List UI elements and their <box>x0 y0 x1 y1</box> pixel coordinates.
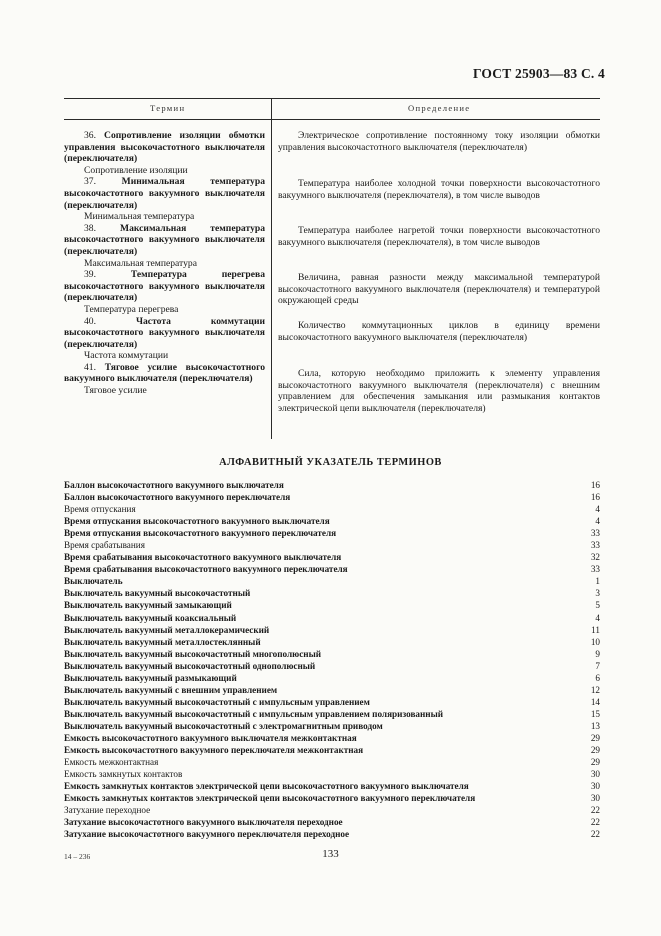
index-entry-page: 30 <box>590 793 600 804</box>
term-entry-37: 37. Минимальная температура высокочастотного вакуумного выключателя (переключателя) Минимальная температура <box>64 176 265 223</box>
index-entry-page: 29 <box>590 732 600 743</box>
index-entry-page: 29 <box>590 757 600 768</box>
index-entry <box>64 732 600 744</box>
term-entry-38: 38. Максимальная температура высокочастотного вакуумного выключателя (переключателя) Максимальная температура <box>64 222 265 269</box>
index-entry-term: Затухание переходное <box>64 805 151 816</box>
definition-40: Количество коммутационных циклов в единицу времени высокочастотного вакуумного выключателя (переключателя) <box>278 320 600 343</box>
index-entry <box>64 539 600 551</box>
index-title: АЛФАВИТНЫЙ УКАЗАТЕЛЬ ТЕРМИНОВ <box>219 457 442 468</box>
index-entry <box>64 503 600 515</box>
index-entry-term: Выключатель вакуумный с внешним управлением <box>64 684 278 695</box>
term-alias: Минимальная температура <box>84 211 195 223</box>
index-entry <box>64 804 600 816</box>
index-entry-term: Емкость межконтактная <box>64 757 159 768</box>
index-entry-page: 22 <box>590 829 600 840</box>
index-entry <box>64 816 600 828</box>
index-entry-page: 3 <box>595 588 600 599</box>
index-entry <box>64 599 600 611</box>
index-entry-term: Время срабатывания <box>64 540 145 551</box>
index-entry <box>64 636 600 648</box>
index-entry-term: Время срабатывания высокочастотного вакуумного переключателя <box>64 564 348 575</box>
index-entry-term: Выключатель вакуумный высокочастотный с импульсным управлением поляризованный <box>64 708 444 719</box>
index-entry <box>64 720 600 732</box>
index-entry-term: Время отпускания высокочастотного вакуумного переключателя <box>64 528 337 539</box>
index-entry <box>64 563 600 575</box>
index-entry-page: 9 <box>595 648 600 659</box>
index-entry-page: 7 <box>595 660 600 671</box>
term-entry-39: 39. Температура перегрева высокочастотного вакуумного выключателя (переключателя) Температура перегрева <box>64 269 265 315</box>
index-entry-term: Затухание высокочастотного вакуумного переключателя переходное <box>64 829 350 840</box>
index-entry-page: 10 <box>590 636 600 647</box>
index-entry-term: Затухание высокочастотного вакуумного выключателя переходное <box>64 817 343 828</box>
index-entry-page: 15 <box>590 708 600 719</box>
index-entry-term: Время отпускания высокочастотного вакуумного выключателя <box>64 516 330 527</box>
index-entry <box>64 828 600 840</box>
index-entry-page: 16 <box>590 492 600 503</box>
term-name: Тяговое усилие высокочастотного вакуумного выключателя (переключателя) <box>64 361 266 385</box>
index-entry-page: 4 <box>595 612 600 623</box>
index-list <box>64 479 600 840</box>
index-entry-term: Емкость высокочастотного вакуумного переключателя межконтактная <box>64 745 364 756</box>
index-entry-term: Выключатель вакуумный высокочастотный с электромагнитным приводом <box>64 720 383 731</box>
index-entry <box>64 696 600 708</box>
index-entry <box>64 660 600 672</box>
term-alias: Сопротивление изоляции <box>84 164 188 176</box>
index-entry <box>64 515 600 527</box>
index-entry-page: 22 <box>590 817 600 828</box>
definition-41: Сила, которую необходимо приложить к элементу управления высокочастотного вакуумного выключателя (переключателя) с внешним управлением для обеспечения замыкания или размыкания контактов электрической цепи выключателя (переключателя) <box>278 368 600 414</box>
index-entry-term: Емкость замкнутых контактов <box>64 769 183 780</box>
index-entry <box>64 575 600 587</box>
term-name: Сопротивление изоляции обмотки управления высокочастотного выключателя (переключателя) <box>64 130 265 165</box>
page-header: ГОСТ 25903—83 С. 4 <box>472 66 605 81</box>
term-name: Максимальная температура высокочастотного вакуумного выключателя (переключателя) <box>64 222 265 257</box>
index-entry <box>64 708 600 720</box>
page-number: 133 <box>322 848 339 860</box>
index-entry-term: Баллон высокочастотного вакуумного выключателя <box>64 480 284 490</box>
term-alias: Частота коммутации <box>84 350 169 362</box>
terms-column <box>64 130 265 397</box>
index-entry-term: Выключатель вакуумный размыкающий <box>64 672 237 683</box>
index-entry-page: 11 <box>591 624 600 635</box>
index-entry-page: 12 <box>590 684 600 695</box>
index-entry-term: Время срабатывания высокочастотного вакуумного выключателя <box>64 552 342 563</box>
index-entry-term: Выключатель вакуумный высокочастотный многополюсный <box>64 648 322 659</box>
index-entry-page: 4 <box>595 504 600 515</box>
index-entry-term: Емкость замкнутых контактов электрической цепи высокочастотного вакуумного выключателя <box>64 781 469 792</box>
index-entry-term: Выключатель вакуумный коаксиальный <box>64 612 237 623</box>
index-entry-page: 33 <box>590 564 600 575</box>
index-entry <box>64 612 600 624</box>
index-entry <box>64 684 600 696</box>
term-alias: Тяговое усилие <box>84 385 147 397</box>
term-alias: Максимальная температура <box>84 257 197 269</box>
index-entry <box>64 587 600 599</box>
footer-code: 14 – 236 <box>64 852 91 861</box>
index-entry-page: 32 <box>590 552 600 563</box>
index-entry-page: 1 <box>595 576 600 587</box>
index-entry-term: Выключатель вакуумный высокочастотный <box>64 588 251 599</box>
index-entry-term: Время отпускания <box>64 504 136 515</box>
index-entry-page: 30 <box>590 769 600 780</box>
index-entry-term: Выключатель вакуумный высокочастотный однополюсный <box>64 660 316 671</box>
index-entry <box>64 551 600 563</box>
definition-36: Электрическое сопротивление постоянному току изоляции обмотки управления высокочастотного выключателя (переключателя) <box>278 130 600 153</box>
column-divider <box>271 98 272 439</box>
index-entry <box>64 648 600 660</box>
index-entry-term: Выключатель вакуумный металлокерамический <box>64 624 270 635</box>
term-entry-40: 40. Частота коммутации высокочастотного вакуумного выключателя (переключателя) Частота коммутации <box>64 315 265 362</box>
index-entry-page: 33 <box>590 540 600 551</box>
term-entry-36: 36. Сопротивление изоляции обмотки управления высокочастотного выключателя (переключателя) Сопротивление изоляции <box>64 130 265 176</box>
index-entry <box>64 756 600 768</box>
term-name: Минимальная температура высокочастотного вакуумного выключателя (переключателя) <box>64 176 265 211</box>
term-alias: Температура перегрева <box>84 303 179 315</box>
definition-39: Величина, равная разности между максимальной температурой высокочастотного вакуумного выключателя (переключателя) и температурой окружающей среды <box>278 272 600 307</box>
index-entry-page: 33 <box>590 528 600 539</box>
term-name: Температура перегрева высокочастотного вакуумного выключателя (переключателя) <box>64 269 265 304</box>
index-entry-term: Емкость замкнутых контактов электрической цепи высокочастотного вакуумного переключателя <box>64 793 476 804</box>
column-header-term: Термин <box>150 103 186 113</box>
index-entry-term: Выключатель вакуумный металлостеклянный <box>64 636 261 647</box>
index-entry-page: 29 <box>590 745 600 756</box>
index-entry-page: 14 <box>590 696 600 707</box>
index-entry-page: 13 <box>590 720 600 731</box>
definition-38: Температура наиболее нагретой точки поверхности высокочастотного вакуумного выключателя (переключателя), в том числе выводов <box>278 225 600 248</box>
index-entry <box>64 792 600 804</box>
index-entry <box>64 672 600 684</box>
index-entry-term: Выключатель <box>64 576 123 587</box>
index-entry-page: 6 <box>595 672 600 683</box>
index-entry <box>64 780 600 792</box>
index-entry <box>64 624 600 636</box>
index-entry <box>64 768 600 780</box>
index-entry-term: Емкость высокочастотного вакуумного выключателя межконтактная <box>64 732 357 743</box>
table-header-rule <box>64 119 600 120</box>
index-entry <box>64 527 600 539</box>
term-name: Частота коммутации высокочастотного вакуумного выключателя (переключателя) <box>64 315 265 350</box>
index-entry-term: Выключатель вакуумный высокочастотный с импульсным управлением <box>64 696 370 707</box>
index-entry-page: 16 <box>590 480 600 490</box>
term-entry-41: 41. Тяговое усилие высокочастотного вакуумного выключателя (переключателя) Тяговое усилие <box>64 361 266 397</box>
index-entry-page: 22 <box>590 805 600 816</box>
column-header-definition: Определение <box>408 103 471 113</box>
index-entry <box>64 744 600 756</box>
index-entry-term: Баллон высокочастотного вакуумного переключателя <box>64 492 291 503</box>
definition-37: Температура наиболее холодной точки поверхности высокочастотного вакуумного выключателя (переключателя), в том числе выводов <box>278 178 600 201</box>
index-entry <box>64 491 600 503</box>
index-entry-term: Выключатель вакуумный замыкающий <box>64 600 232 611</box>
index-entry-page: 4 <box>595 516 600 527</box>
index-entry-page: 30 <box>590 781 600 792</box>
index-entry-page: 5 <box>595 600 600 611</box>
table-top-rule <box>64 98 600 99</box>
index-entry <box>64 479 600 491</box>
